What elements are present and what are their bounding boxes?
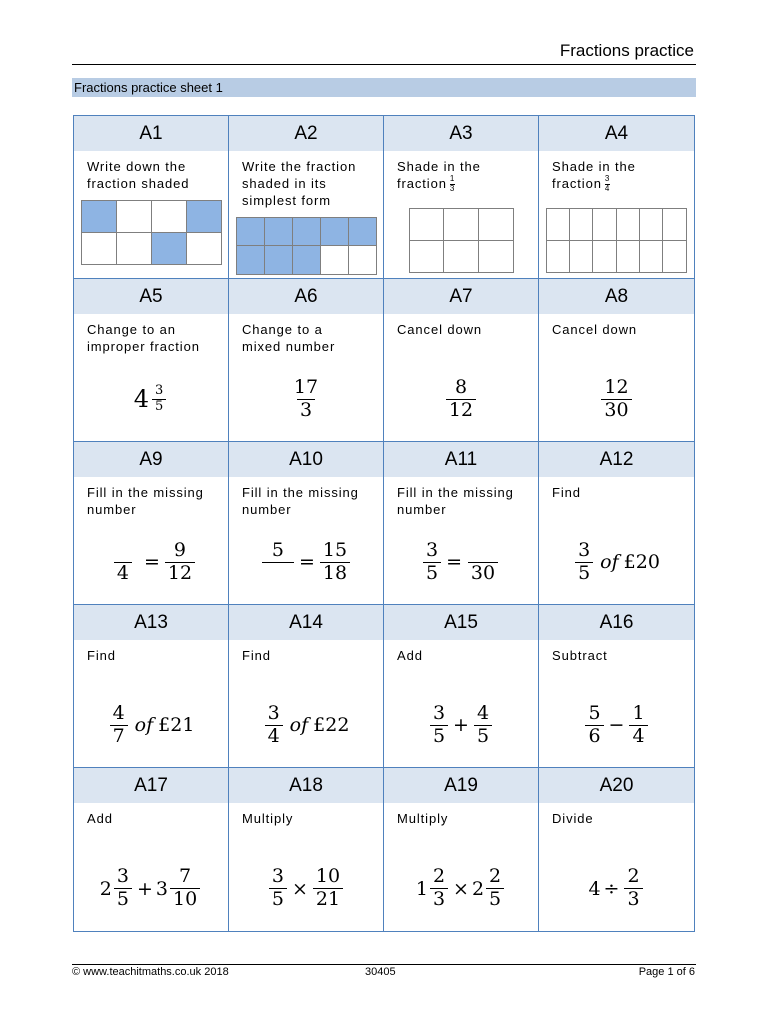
fraction [430, 703, 448, 748]
unshaded-cell [186, 232, 222, 265]
cell-instruction: Cancel down [397, 322, 483, 337]
fraction [265, 703, 283, 748]
math-expression [74, 357, 228, 441]
operator: + [136, 877, 153, 900]
cell-a11 [384, 442, 539, 605]
cell-instruction: Divide [552, 811, 594, 826]
denominator: 6 [585, 725, 603, 748]
denominator: 5 [474, 725, 492, 748]
denominator: 5 [423, 562, 441, 585]
fraction [262, 540, 294, 585]
missing-denominator [262, 562, 294, 585]
cell-label: A15 [384, 605, 538, 640]
numerator: 2 [489, 865, 502, 888]
cell-label: A6 [229, 279, 383, 314]
shaded-cell [81, 200, 117, 233]
unshaded-cell [443, 240, 479, 273]
operator: − [608, 714, 625, 736]
math-expression [74, 683, 228, 767]
numerator: 2 [627, 865, 640, 888]
header-title: Fractions practice [559, 41, 694, 60]
cell-a7 [384, 279, 539, 442]
cell-a2 [229, 116, 384, 279]
unshaded-cell [662, 208, 686, 241]
cell-instruction: Change to an improper fraction [87, 322, 200, 354]
operator: ÷ [603, 877, 620, 900]
numerator: 3 [116, 865, 129, 888]
numerator: 4 [112, 701, 125, 724]
shaded-cell [348, 217, 377, 247]
denominator: 4 [604, 184, 611, 194]
numerator: 12 [604, 375, 629, 398]
fraction [110, 703, 128, 748]
cell-a15 [384, 605, 539, 768]
unshaded-cell [320, 245, 349, 275]
math-expression [229, 846, 383, 931]
cell-instruction: Add [87, 811, 113, 826]
whole-number: 2 [471, 877, 485, 900]
shaded-cell [236, 217, 265, 247]
fraction [423, 540, 441, 585]
denominator: 7 [110, 725, 128, 748]
denominator: 30 [601, 399, 631, 422]
cell-a4 [539, 116, 694, 279]
header-rule [72, 64, 696, 65]
denominator: 5 [114, 888, 132, 911]
unshaded-cell [592, 240, 616, 273]
math-expression [74, 520, 228, 604]
shaded-cell [264, 245, 293, 275]
numerator: 1 [632, 701, 645, 724]
denominator: 5 [269, 888, 287, 911]
sheet-subtitle: Fractions practice sheet 1 [72, 78, 696, 97]
fraction [165, 540, 195, 585]
denominator: 12 [165, 562, 195, 585]
math-expression [229, 683, 383, 767]
fraction [107, 540, 139, 585]
denominator: 3 [430, 888, 448, 911]
cell-instruction: Write down the fraction shaded [87, 159, 190, 191]
denominator: 3 [449, 184, 456, 194]
cell-instruction: Fill in the missing number [397, 485, 514, 517]
cell-label: A12 [539, 442, 694, 477]
unshaded-cell [546, 208, 570, 241]
fraction [585, 703, 603, 748]
question-grid [73, 115, 695, 932]
fraction [320, 540, 350, 585]
denominator: 4 [265, 725, 283, 748]
amount: £20 [623, 551, 660, 573]
equals-sign: = [143, 551, 160, 573]
whole-number: 4 [133, 385, 149, 413]
unshaded-cell [639, 240, 663, 273]
cell-instruction: Cancel down [552, 322, 638, 337]
unshaded-cell [116, 200, 152, 233]
fraction [152, 384, 166, 415]
cell-instruction: Subtract [552, 648, 608, 663]
whole-number: 2 [99, 877, 112, 900]
cell-instruction: Multiply [242, 811, 294, 826]
cell-a1 [74, 116, 229, 279]
denominator: 18 [320, 562, 350, 585]
unshaded-cell [569, 240, 593, 273]
unshaded-cell [478, 240, 514, 273]
unshaded-cell [443, 208, 479, 241]
operator: × [453, 877, 469, 900]
denominator: 3 [297, 399, 315, 422]
unshaded-cell [662, 240, 686, 273]
numerator: 3 [267, 701, 280, 724]
numerator: 2 [432, 865, 446, 888]
unshaded-cell [616, 240, 640, 273]
cell-a6 [229, 279, 384, 442]
fraction [467, 540, 499, 585]
operator: + [453, 714, 469, 736]
cell-a10 [229, 442, 384, 605]
math-expression [384, 846, 538, 931]
missing-numerator [467, 540, 499, 562]
cell-label: A5 [74, 279, 228, 314]
unshaded-cell [348, 245, 377, 275]
cell-label: A3 [384, 116, 538, 151]
cell-a3 [384, 116, 539, 279]
cell-label: A16 [539, 605, 694, 640]
cell-a13 [74, 605, 229, 768]
missing-numerator [107, 540, 139, 562]
fraction [446, 377, 476, 422]
shaded-cell [264, 217, 293, 247]
blank-fraction-grid [409, 208, 513, 272]
unshaded-cell [409, 208, 445, 241]
cell-instruction [397, 158, 530, 194]
unshaded-cell [478, 208, 514, 241]
target-fraction [450, 175, 455, 194]
numerator: 3 [604, 174, 611, 184]
cell-instruction: Change to a mixed number [242, 322, 336, 354]
denominator: 5 [486, 888, 504, 911]
fraction [430, 866, 448, 911]
cell-instruction: Add [397, 648, 423, 663]
cell-a5 [74, 279, 229, 442]
amount: £21 [158, 714, 195, 736]
numerator: 3 [432, 701, 446, 724]
denominator: 4 [629, 725, 647, 748]
whole-number: 4 [588, 877, 601, 900]
amount: £22 [313, 714, 350, 736]
cell-label: A11 [384, 442, 538, 477]
fraction [269, 866, 287, 911]
shaded-cell [151, 232, 187, 265]
numerator: 17 [293, 375, 319, 398]
unshaded-cell [151, 200, 187, 233]
numerator: 3 [578, 538, 591, 561]
whole-number: 1 [415, 877, 428, 900]
denominator: 21 [313, 888, 343, 911]
cell-label: A8 [539, 279, 694, 314]
instruction-text: Shade in the fraction [552, 159, 636, 191]
math-expression [74, 846, 228, 931]
cell-a18 [229, 768, 384, 931]
math-expression [539, 846, 694, 931]
footer-page: Page 1 of 6 [638, 966, 695, 978]
fraction [486, 866, 504, 911]
fraction [601, 377, 631, 422]
math-expression [384, 683, 538, 767]
cell-label: A7 [384, 279, 538, 314]
cell-instruction: Find [87, 648, 116, 663]
numerator: 3 [155, 382, 164, 398]
numerator: 15 [322, 538, 348, 561]
shaded-fraction-grid [236, 217, 376, 274]
math-expression [539, 683, 694, 767]
fraction [114, 866, 132, 911]
of-word: of [600, 551, 619, 573]
numerator: 8 [454, 375, 468, 398]
numerator: 9 [173, 538, 186, 561]
fraction [313, 866, 343, 911]
footer-copyright: © www.teachitmaths.co.uk 2018 [72, 966, 229, 978]
cell-label: A9 [74, 442, 228, 477]
unshaded-cell [81, 232, 117, 265]
math-expression [229, 357, 383, 441]
unshaded-cell [546, 240, 570, 273]
whole-number: 3 [155, 877, 168, 900]
of-word: of [289, 714, 309, 736]
fraction [291, 377, 321, 422]
cell-label: A18 [229, 768, 383, 803]
cell-label: A13 [74, 605, 228, 640]
cell-a9 [74, 442, 229, 605]
denominator: 12 [446, 399, 476, 422]
unshaded-cell [116, 232, 152, 265]
cell-label: A1 [74, 116, 228, 151]
unshaded-cell [569, 208, 593, 241]
numerator: 3 [271, 865, 284, 888]
denominator: 4 [114, 562, 132, 585]
cell-label: A10 [229, 442, 383, 477]
footer-code: 30405 [365, 966, 396, 978]
unshaded-cell [592, 208, 616, 241]
cell-instruction: Fill in the missing number [87, 485, 204, 517]
denominator: 5 [152, 399, 166, 415]
cell-a16 [539, 605, 694, 768]
numerator: 7 [179, 865, 192, 888]
fraction [624, 866, 642, 911]
cell-label: A17 [74, 768, 228, 803]
numerator: 5 [271, 538, 284, 561]
shaded-cell [292, 245, 321, 275]
denominator: 5 [575, 562, 593, 585]
cell-label: A4 [539, 116, 694, 151]
cell-instruction [552, 158, 686, 194]
math-expression [384, 520, 538, 604]
math-expression [539, 357, 694, 441]
denominator: 5 [430, 725, 448, 748]
unshaded-cell [616, 208, 640, 241]
cell-label: A2 [229, 116, 383, 151]
shaded-fraction-grid [81, 200, 221, 264]
footer-rule [72, 964, 696, 965]
unshaded-cell [409, 240, 445, 273]
unshaded-cell [639, 208, 663, 241]
cell-a8 [539, 279, 694, 442]
cell-instruction: Fill in the missing number [242, 485, 359, 517]
fraction [474, 703, 492, 748]
equals-sign: = [446, 551, 462, 573]
blank-fraction-grid [546, 208, 686, 272]
of-word: of [134, 714, 154, 736]
numerator: 10 [315, 865, 341, 888]
denominator: 10 [170, 888, 200, 911]
cell-a14 [229, 605, 384, 768]
cell-a19 [384, 768, 539, 931]
shaded-cell [320, 217, 349, 247]
cell-label: A19 [384, 768, 538, 803]
shaded-cell [292, 217, 321, 247]
shaded-cell [186, 200, 222, 233]
cell-a17 [74, 768, 229, 931]
cell-a12 [539, 442, 694, 605]
math-expression [539, 520, 694, 604]
numerator: 4 [476, 701, 490, 724]
denominator: 30 [468, 562, 498, 585]
cell-label: A20 [539, 768, 694, 803]
cell-instruction: Find [552, 485, 581, 500]
numerator: 5 [588, 701, 601, 724]
shaded-cell [236, 245, 265, 275]
fraction [170, 866, 200, 911]
math-expression [384, 357, 538, 441]
target-fraction [605, 175, 610, 194]
denominator: 3 [624, 888, 642, 911]
cell-a20 [539, 768, 694, 931]
cell-instruction: Write the fraction shaded in its simplest form [242, 159, 357, 208]
instruction-text: Shade in the fraction [397, 159, 481, 191]
operator: × [291, 877, 308, 900]
numerator: 3 [425, 538, 439, 561]
math-expression [229, 520, 383, 604]
cell-instruction: Multiply [397, 811, 449, 826]
equals-sign: = [298, 551, 315, 573]
cell-label: A14 [229, 605, 383, 640]
fraction [629, 703, 647, 748]
fraction [575, 540, 593, 585]
numerator: 1 [449, 174, 456, 184]
cell-instruction: Find [242, 648, 271, 663]
